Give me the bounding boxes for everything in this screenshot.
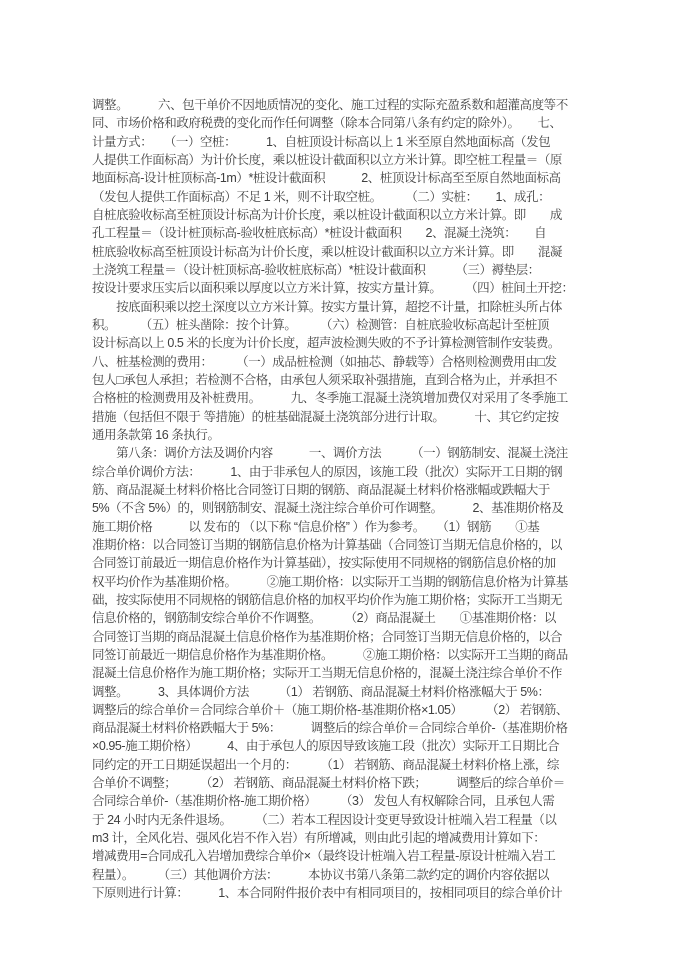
text-line: 础，按实际使用不同规格的钢筋信息价格的加权平均价作为施工期价格；实际开工当期无 bbox=[92, 592, 562, 607]
text-line: 八、桩基检测的费用： （一）成品桩检测（如抽芯、静载等）合格则检测费用由□发 bbox=[92, 354, 557, 369]
text-line: 包人□承包人承担；若检测不合格，由承包人须采取补强措施，直到合格为止，并承担不 bbox=[92, 372, 558, 387]
text-line: 合格桩的检测费用及补桩费用。 九、冬季施工混凝土浇筑增加费仅对采用了冬季施工 bbox=[92, 391, 568, 406]
text-line: 人提供工作面标高）为计价长度，乘以桩设计截面积以立方米计算。即空桩工程量＝（原 bbox=[92, 152, 562, 167]
text-line: 设计标高以上 0.5 米的长度为计价长度，超声波检测失败的不予计算检测管制作安装费。 bbox=[92, 336, 560, 351]
text-line: 于 24 小时内无条件退场。 （二）若本工程因设计变更导致设计桩端入岩工程量（以 bbox=[92, 812, 557, 827]
text-line: 商品混凝土材料价格跌幅大于 5%： 调整后的综合单价＝合同综合单价-（基准期价格 bbox=[92, 721, 568, 736]
text-line: 同签订前最近一期信息价格作为基准期价格。 ②施工期价格：以实际开工当期的商品 bbox=[92, 647, 568, 662]
text-line: 地面标高-设计桩顶标高-1m）*桩设计截面积 2、桩顶设计标高至至原自然地面标高 bbox=[92, 171, 561, 186]
text-line: 桩底验收标高至桩顶设计标高为计价长度，乘以桩设计截面积以立方米计算。即 混凝 bbox=[92, 244, 562, 259]
text-line: 混凝土信息价格作为施工期价格；实际开工当期无信息价格的，混凝土浇注综合单价不作 bbox=[92, 666, 562, 681]
text-line: 施工期价格 以 发布的 （以下称 “信息价格” ）作为参考。 （1）钢筋 ①基 bbox=[92, 519, 540, 534]
text-line: 5%（不含 5%）的，则钢筋制安、混凝土浇注综合单价可作调整。 2、基准期价格及 bbox=[92, 501, 564, 516]
text-line: 计量方式： （一）空桩： 1、自桩顶设计标高以上 1 米至原自然地面标高（发包 bbox=[92, 134, 551, 149]
text-line: 自桩底验收标高至桩顶设计标高为计价长度，乘以桩设计截面积以立方米计算。即 成 bbox=[92, 207, 562, 222]
text-line: 通用条款第 16 条执行。 bbox=[92, 427, 220, 442]
text-line: 综合单价调价方法： 1、由于非承包人的原因，该施工段（批次）实际开工日期的钢 bbox=[92, 464, 563, 479]
text-line: 同、市场价格和政府税费的变化而作任何调整（除本合同第八条有约定的除外）。 七、 bbox=[92, 116, 562, 131]
text-line: 积。 （五）桩头凿除：按个计算。 （六）检测管：自桩底验收标高起计至桩顶 bbox=[92, 317, 550, 332]
text-line: 按底面积乘以挖土深度以立方米计算。按实方量计算，超挖不计量，扣除桩头所占体 bbox=[92, 299, 562, 314]
text-line: 权平均价作为基准期价格。 ②施工期价格：以实际开工当期的钢筋信息价格为计算基 bbox=[92, 574, 568, 589]
text-line: 增减费用=合同成孔入岩增加费综合单价×（最终设计桩端入岩工程量-原设计桩端入岩工 bbox=[92, 849, 556, 864]
text-line: m3 计，全风化岩、强风化岩不作入岩）有所增减，则由此引起的增减费用计算如下： bbox=[92, 831, 546, 846]
text-line: 调整。 六、包干单价不因地质情况的变化、施工过程的实际充盈系数和超灌高度等不 bbox=[92, 98, 568, 112]
text-line: 合单价不调整； （2） 若钢筋、商品混凝土材料价格下跌； 调整后的综合单价＝ bbox=[92, 776, 565, 791]
text-line: 土浇筑工程量＝（设计桩顶标高-验收桩底标高）*桩设计截面积 （三）褥垫层： bbox=[92, 262, 540, 277]
text-line: 筋、商品混凝土材料价格比合同签订日期的钢筋、商品混凝土材料价格涨幅或跌幅大于 bbox=[92, 482, 550, 497]
text-line: 合同综合单价-（基准期价格-施工期价格） （3） 发包人有权解除合同，且承包人需 bbox=[92, 794, 555, 809]
text-line: 措施（包括但不限于 等措施）的桩基础混凝土浇筑部分进行计取。 十、其它约定按 bbox=[92, 409, 559, 424]
text-line: 程量）。 （三）其他调价方法： 本协议书第八条第二款约定的调价内容依据以 bbox=[92, 867, 550, 882]
text-line: 信息价格的，钢筋制安综合单价不作调整。 （2）商品混凝土 ①基准期价格：以 bbox=[92, 611, 556, 626]
text-line: 第八条：调价方法及调价内容 一、调价方法 （一）钢筋制安、混凝土浇注 bbox=[92, 446, 568, 461]
text-line: 调整。 3、具体调价方法 （1） 若钢筋、商品混凝土材料价格涨幅大于 5%： bbox=[92, 684, 550, 699]
text-line: 孔工程量＝（设计桩顶标高-验收桩底标高）*桩设计截面积 2、混凝土浇筑： 自 bbox=[92, 226, 547, 241]
text-line: 按设计要求压实后以面积乘以厚度以立方米计算，按实方量计算。 （四）桩间土开挖： bbox=[92, 281, 574, 296]
text-line: 同约定的开工日期延误超出一个月的： （1） 若钢筋、商品混凝土材料价格上涨，综 bbox=[92, 757, 559, 772]
text-line: 下原则进行计算： 1、本合同附件报价表中有相同项目的，按相同项目的综合单价计 bbox=[92, 886, 563, 901]
text-line: 合同签订当期的商品混凝土信息价格作为基准期价格；合同签订当期无信息价格的，以合 bbox=[92, 629, 562, 644]
contract-text-block bbox=[92, 96, 578, 902]
text-line: 准期价格：以合同签订当期的钢筋信息价格为计算基础（合同签订当期无信息价格的，以 bbox=[92, 537, 562, 552]
text-line: 调整后的综合单价＝合同综合单价＋（施工期价格-基准期价格×1.05） （2） 若钢筋、 bbox=[92, 702, 568, 717]
text-line: （发包人提供工作面标高）不足 1 米，则不计取空桩。 （二）实桩： 1、成孔： bbox=[92, 189, 551, 204]
text-line: ×0.95-施工期价格） 4、由于承包人的原因导致该施工段（批次）实际开工日期比合 bbox=[92, 739, 560, 754]
text-line: 合同签订前最近一期信息价格作为计算基础），按实际使用不同规格的钢筋信息价格的加 bbox=[92, 556, 556, 571]
